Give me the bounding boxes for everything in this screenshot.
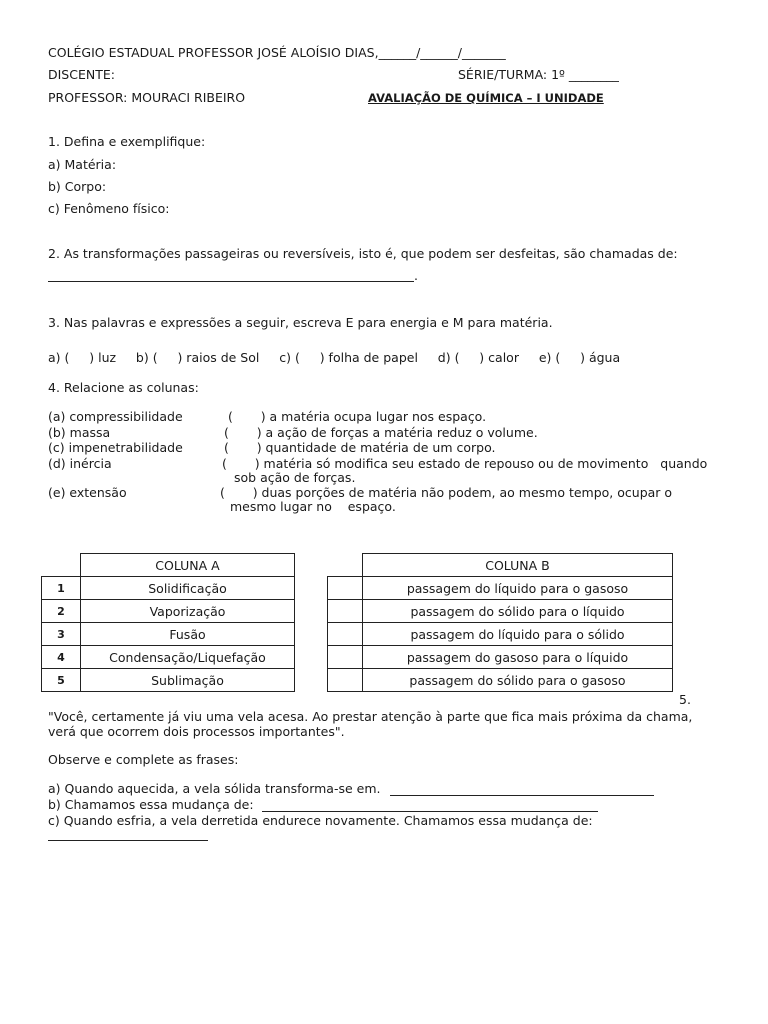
q5-answer-line-c[interactable] [48, 840, 208, 841]
q3-items: a) ( ) luz b) ( ) raios de Sol c) ( ) folha de papel d) ( ) calor e) ( ) água [48, 350, 621, 365]
table-row [42, 669, 295, 692]
q4-left-d: (d) inércia [48, 456, 112, 471]
answer-cell[interactable] [328, 669, 363, 692]
q4-left-b: (b) massa [48, 425, 111, 440]
exam-title: AVALIAÇÃO DE QUÍMICA – I UNIDADE [368, 91, 604, 105]
q2-prompt: 2. As transformações passageiras ou reversíveis, isto é, que podem ser desfeitas, são chamadas de: [48, 246, 678, 261]
q2-answer-line [48, 281, 414, 282]
q5-answer-line-a[interactable] [390, 795, 654, 796]
column-a-cell: Fusão [81, 623, 295, 646]
table-row [328, 577, 673, 600]
column-b-cell: passagem do sólido para o líquido [363, 600, 673, 623]
table-row [42, 577, 295, 600]
table-column-a [41, 553, 295, 692]
answer-cell[interactable] [328, 623, 363, 646]
q4-right-2: ( ) a ação de forças a matéria reduz o volume. [224, 425, 538, 440]
answer-cell[interactable] [328, 646, 363, 669]
table-row [328, 623, 673, 646]
q5-quote-line2: verá que ocorrem dois processos importantes". [48, 724, 345, 739]
column-a-cell: Sublimação [81, 669, 295, 692]
q1-item-c: c) Fenômeno físico: [48, 201, 170, 216]
q3-prompt: 3. Nas palavras e expressões a seguir, escreva E para energia e M para matéria. [48, 315, 553, 330]
row-number: 1 [42, 577, 81, 600]
table-row [328, 646, 673, 669]
student-field: DISCENTE: [48, 67, 115, 82]
q1-item-b: b) Corpo: [48, 179, 107, 194]
q5-item-b: b) Chamamos essa mudança de: [48, 797, 254, 812]
table-header-row [328, 554, 673, 577]
table-row [328, 669, 673, 692]
q4-left-e: (e) extensão [48, 485, 127, 500]
column-a-header: COLUNA A [81, 554, 295, 577]
grade-field: SÉRIE/TURMA: 1º ________ [458, 67, 619, 82]
column-b-header: COLUNA B [363, 554, 673, 577]
column-b-cell: passagem do gasoso para o líquido [363, 646, 673, 669]
table-row [42, 646, 295, 669]
school-line: COLÉGIO ESTADUAL PROFESSOR JOSÉ ALOÍSIO DIAS,______/______/_______ [48, 45, 506, 60]
teacher-line: PROFESSOR: MOURACI RIBEIRO [48, 90, 246, 105]
row-number: 3 [42, 623, 81, 646]
table-header-row [42, 554, 295, 577]
q4-right-5-cont: mesmo lugar no espaço. [230, 499, 396, 514]
q5-quote-line1: "Você, certamente já viu uma vela acesa. Ao prestar atenção à parte que fica mais próxima da chama, [48, 709, 693, 724]
column-b-cell: passagem do líquido para o gasoso [363, 577, 673, 600]
column-a-cell: Solidificação [81, 577, 295, 600]
q1-item-a: a) Matéria: [48, 157, 117, 172]
q5-number: 5. [679, 692, 691, 707]
q4-right-3: ( ) quantidade de matéria de um corpo. [224, 440, 496, 455]
table-row [42, 623, 295, 646]
table-row [42, 600, 295, 623]
q4-left-a: (a) compressibilidade [48, 409, 183, 424]
q5-instruction: Observe e complete as frases: [48, 752, 239, 767]
column-b-cell: passagem do líquido para o sólido [363, 623, 673, 646]
answer-cell[interactable] [328, 600, 363, 623]
table-column-b [327, 553, 673, 692]
row-number: 2 [42, 600, 81, 623]
row-number: 5 [42, 669, 81, 692]
q4-right-4: ( ) matéria só modifica seu estado de repouso ou de movimento quando [222, 456, 708, 471]
column-a-cell: Vaporização [81, 600, 295, 623]
row-number: 4 [42, 646, 81, 669]
q4-right-1: ( ) a matéria ocupa lugar nos espaço. [228, 409, 487, 424]
q5-item-c: c) Quando esfria, a vela derretida endurece novamente. Chamamos essa mudança de: [48, 813, 593, 828]
q4-right-5: ( ) duas porções de matéria não podem, ao mesmo tempo, ocupar o [220, 485, 673, 500]
q4-left-c: (c) impenetrabilidade [48, 440, 183, 455]
q4-prompt: 4. Relacione as colunas: [48, 380, 199, 395]
q1-prompt: 1. Defina e exemplifique: [48, 134, 206, 149]
column-a-cell: Condensação/Liquefação [81, 646, 295, 669]
q5-answer-line-b[interactable] [262, 811, 598, 812]
table-row [328, 600, 673, 623]
q4-right-4-cont: sob ação de forças. [234, 470, 356, 485]
q5-item-a: a) Quando aquecida, a vela sólida transforma-se em. [48, 781, 381, 796]
q2-period: . [414, 268, 418, 283]
answer-cell[interactable] [328, 577, 363, 600]
column-b-cell: passagem do sólido para o gasoso [363, 669, 673, 692]
